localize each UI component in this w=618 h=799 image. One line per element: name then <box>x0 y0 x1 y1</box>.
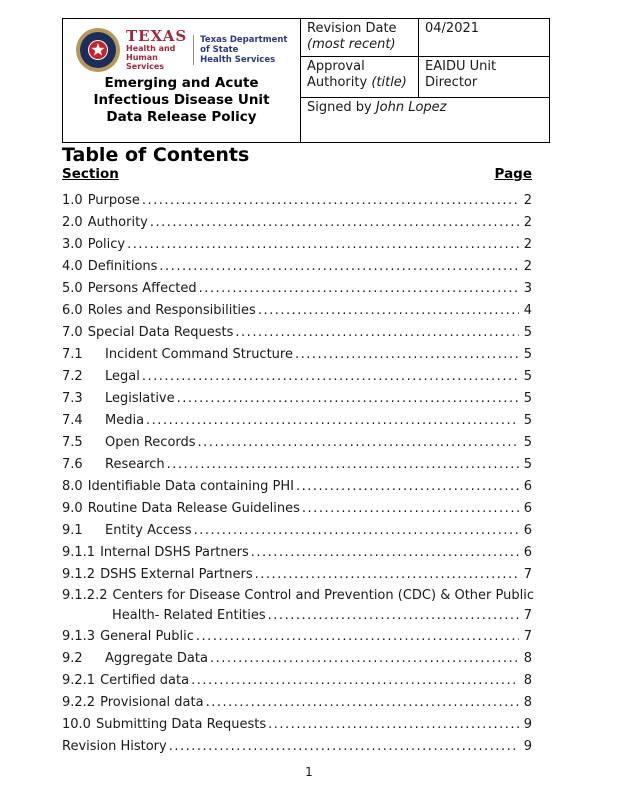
toc-entry-page: 6 <box>523 545 532 560</box>
toc-entry-page: 5 <box>523 413 532 428</box>
toc-dot-leader <box>142 190 519 212</box>
toc-dot-leader <box>196 626 519 648</box>
toc-entry <box>62 432 532 454</box>
toc-entry <box>62 278 532 300</box>
toc-entry <box>62 256 532 278</box>
toc-entry-page: 4 <box>523 303 532 318</box>
toc-entry-page: 5 <box>523 457 532 472</box>
toc-entry-number: 9.1.3 <box>62 629 96 644</box>
toc-entry <box>62 366 532 388</box>
toc-title: Table of Contents <box>62 144 250 166</box>
toc-dot-leader <box>258 300 519 322</box>
toc-entry <box>62 322 532 344</box>
toc-entry-title: Provisional data <box>100 695 204 710</box>
toc-entry <box>62 670 532 692</box>
toc-entry-page: 7 <box>523 567 532 582</box>
toc-entry-number: 9.0 <box>62 501 83 516</box>
toc-entry-wrap-line <box>62 606 532 626</box>
toc-dot-leader <box>199 278 519 300</box>
toc-entry-title: Roles and Responsibilities <box>87 303 256 318</box>
dshs-logo-text <box>200 35 290 65</box>
toc-entry <box>62 736 532 758</box>
toc-entry-number: 7.6 <box>62 457 83 472</box>
toc-entry <box>62 498 532 520</box>
toc-entries <box>62 190 532 758</box>
toc-dot-leader <box>146 410 519 432</box>
toc-entry-page: 2 <box>523 193 532 208</box>
toc-entry-number: 2.0 <box>62 215 83 230</box>
signed-by-cell <box>301 98 550 143</box>
toc-entry-number: 7.0 <box>62 325 83 340</box>
toc-dot-leader <box>198 432 519 454</box>
toc-entry-title: Legal <box>105 369 140 384</box>
toc-entry-title: Internal DSHS Partners <box>100 545 249 560</box>
toc-dot-leader <box>167 454 519 476</box>
toc-dot-leader <box>268 714 519 736</box>
toc-entry-number: 5.0 <box>62 281 83 296</box>
toc-entry <box>62 388 532 410</box>
toc-entry-number: 9.2.2 <box>62 695 96 710</box>
toc-entry <box>62 714 532 736</box>
toc-entry <box>62 454 532 476</box>
toc-entry-number: 4.0 <box>62 259 83 274</box>
table-of-contents <box>62 144 532 758</box>
toc-dot-leader <box>159 256 519 278</box>
document-title-line2: Infectious Disease Unit <box>93 92 270 108</box>
toc-dot-leader <box>142 366 519 388</box>
toc-entry-page: 8 <box>523 695 532 710</box>
toc-entry <box>62 212 532 234</box>
toc-entry-title-continued: Health- Related Entities <box>112 608 266 623</box>
toc-dot-leader <box>177 388 519 410</box>
toc-entry-number: 9.2.1 <box>62 673 96 688</box>
toc-entry <box>62 626 532 648</box>
toc-entry-title: Revision History <box>62 739 167 754</box>
toc-entry <box>62 476 532 498</box>
hhs-subtitle-line2: Services <box>126 62 165 71</box>
toc-entry-title: Incident Command Structure <box>105 347 293 362</box>
toc-entry-number: 7.4 <box>62 413 83 428</box>
toc-entry <box>62 692 532 714</box>
toc-dot-leader <box>210 648 519 670</box>
document-title-line1: Emerging and Acute <box>104 75 259 91</box>
signed-by-name: John Lopez <box>375 100 447 115</box>
toc-dot-leader <box>295 344 519 366</box>
toc-entry-title: Entity Access <box>105 523 192 538</box>
header-logo-cell <box>63 19 301 143</box>
toc-entry <box>62 520 532 542</box>
toc-header-row <box>62 166 532 182</box>
hhs-logo-text <box>126 29 187 71</box>
toc-entry-number: 8.0 <box>62 479 83 494</box>
toc-column-section: Section <box>62 166 119 182</box>
toc-entry-page: 2 <box>523 237 532 252</box>
toc-dot-leader <box>150 212 519 234</box>
toc-dot-leader <box>206 692 519 714</box>
toc-entry-title: Open Records <box>105 435 196 450</box>
dshs-line1: Texas Department of State <box>200 35 288 55</box>
toc-entry <box>62 410 532 432</box>
toc-dot-leader <box>127 234 519 256</box>
signed-by-prefix: Signed by <box>307 100 372 115</box>
toc-entry <box>62 344 532 366</box>
toc-entry-title: Purpose <box>87 193 140 208</box>
revision-date-label: Revision Date (most recent) <box>301 19 419 57</box>
toc-entry-title: Centers for Disease Control and Prevention (CDC) & Other Public <box>112 588 534 603</box>
toc-entry-number: 9.2 <box>62 651 83 666</box>
toc-entry-number: 10.0 <box>62 717 91 732</box>
toc-entry-title: Identifiable Data containing PHI <box>87 479 294 494</box>
toc-entry-number: 9.1.1 <box>62 545 96 560</box>
toc-entry-page: 7 <box>523 629 532 644</box>
toc-entry-title: Persons Affected <box>87 281 197 296</box>
toc-entry-number: 9.1 <box>62 523 83 538</box>
toc-dot-leader <box>235 322 519 344</box>
toc-entry-title: Legislative <box>105 391 175 406</box>
toc-entry-title: General Public <box>100 629 194 644</box>
toc-entry-title: Certified data <box>100 673 190 688</box>
toc-entry-page: 2 <box>523 259 532 274</box>
toc-dot-leader <box>255 564 519 586</box>
toc-entry-page: 8 <box>523 651 532 666</box>
toc-entry-page: 3 <box>523 281 532 296</box>
toc-entry-title: Submitting Data Requests <box>95 717 267 732</box>
toc-entry <box>62 586 532 606</box>
toc-entry <box>62 190 532 212</box>
toc-dot-leader <box>251 542 519 564</box>
toc-entry-page: 9 <box>523 717 532 732</box>
toc-entry <box>62 564 532 586</box>
toc-entry-title: Aggregate Data <box>105 651 208 666</box>
toc-entry-title: DSHS External Partners <box>100 567 253 582</box>
toc-entry-page: 6 <box>523 501 532 516</box>
toc-entry-title: Authority <box>87 215 148 230</box>
toc-entry-page: 5 <box>523 369 532 384</box>
toc-entry-number: 7.2 <box>62 369 83 384</box>
toc-entry-page: 2 <box>523 215 532 230</box>
toc-entry-page: 6 <box>523 479 532 494</box>
toc-dot-leader <box>191 670 519 692</box>
toc-entry-page: 5 <box>523 325 532 340</box>
toc-entry-page: 5 <box>523 347 532 362</box>
hhs-subtitle-line1: Health and Human <box>126 44 176 62</box>
toc-entry-page: 5 <box>523 435 532 450</box>
toc-entry-page: 9 <box>523 739 532 754</box>
toc-entry-page: 6 <box>523 523 532 538</box>
toc-entry <box>62 648 532 670</box>
toc-entry <box>62 542 532 564</box>
hhs-name: TEXAS <box>126 27 188 45</box>
toc-entry-title: Definitions <box>87 259 158 274</box>
toc-entry <box>62 234 532 256</box>
dshs-line2: Health Services <box>200 55 276 65</box>
toc-entry <box>62 300 532 322</box>
toc-entry-number: 7.3 <box>62 391 83 406</box>
revision-date-value: 04/2021 <box>419 19 550 57</box>
toc-entry-number: 3.0 <box>62 237 83 252</box>
toc-dot-leader <box>268 606 519 626</box>
toc-dot-leader <box>296 476 519 498</box>
toc-column-page: Page <box>494 166 532 182</box>
toc-entry-title: Special Data Requests <box>87 325 234 340</box>
toc-entry-number: 7.1 <box>62 347 83 362</box>
agency-logo <box>69 21 294 74</box>
texas-hhs-seal-icon <box>75 27 121 73</box>
approval-authority-label: Approval Authority (title) <box>301 57 419 98</box>
toc-entry-number: 7.5 <box>62 435 83 450</box>
toc-entry-page: 7 <box>523 608 532 623</box>
approval-authority-value: EAIDU Unit Director <box>419 57 550 98</box>
toc-entry-title: Research <box>105 457 165 472</box>
toc-entry-number: 9.1.2.2 <box>62 588 108 603</box>
toc-entry-title: Media <box>105 413 145 428</box>
page-number: 1 <box>305 765 313 779</box>
toc-dot-leader <box>302 498 519 520</box>
toc-entry-number: 1.0 <box>62 193 83 208</box>
document-title <box>69 75 294 126</box>
logo-divider <box>193 35 194 65</box>
toc-entry-title: Policy <box>87 237 126 252</box>
toc-entry-page: 5 <box>523 391 532 406</box>
toc-entry-page: 8 <box>523 673 532 688</box>
document-title-line3: Data Release Policy <box>106 109 257 125</box>
toc-entry-title: Routine Data Release Guidelines <box>87 501 300 516</box>
toc-dot-leader <box>194 520 519 542</box>
header-table <box>62 18 550 143</box>
toc-entry-number: 9.1.2 <box>62 567 96 582</box>
toc-dot-leader <box>169 736 519 758</box>
toc-entry-number: 6.0 <box>62 303 83 318</box>
